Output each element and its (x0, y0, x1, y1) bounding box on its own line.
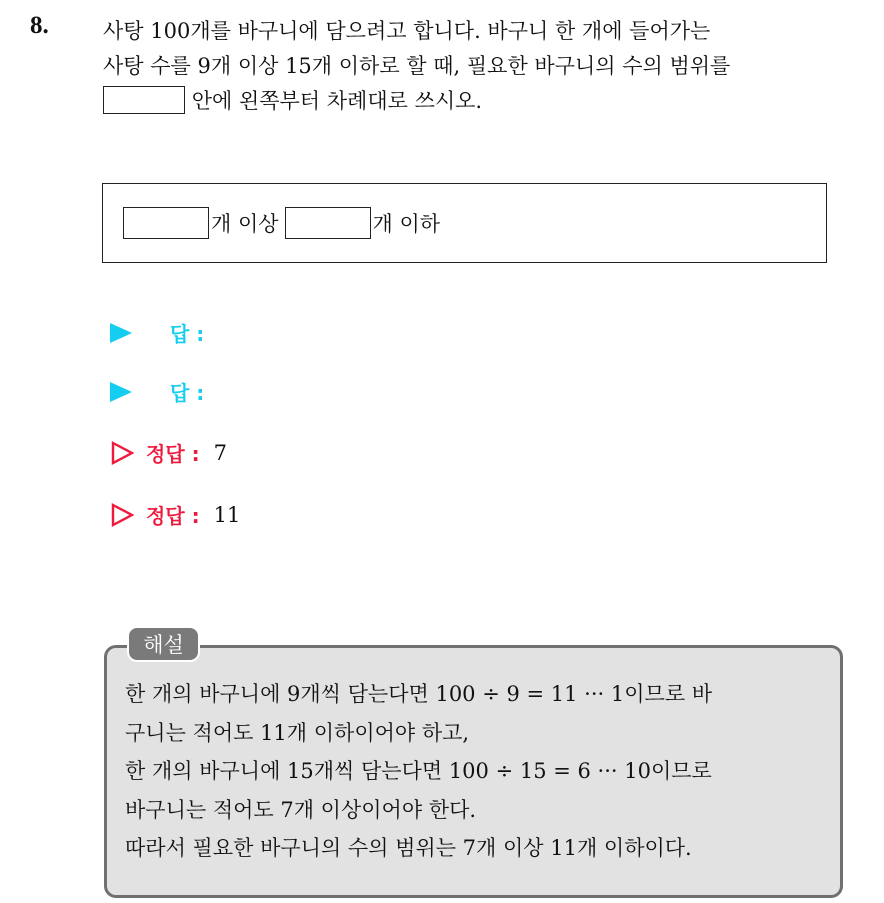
explanation-line: 바구니는 적어도 7개 이상이어야 한다. (125, 797, 477, 822)
explanation-text (125, 675, 835, 868)
explanation-title: 해설 (127, 626, 200, 662)
answer-row-1[interactable] (110, 318, 204, 347)
question-number: 8. (30, 12, 49, 39)
solution-row-2 (110, 500, 240, 529)
question-text (103, 14, 873, 119)
answer-label-min: 개 이상 (211, 212, 279, 236)
outline-triangle-icon (110, 441, 134, 465)
question-line-1: 사탕 100개를 바구니에 담으려고 합니다. 바구니 한 개에 들어가는 (103, 19, 711, 43)
answer-template-frame (102, 183, 827, 263)
solution-row-1 (110, 438, 227, 467)
explanation-line: 한 개의 바구니에 15개씩 담는다면 100 ÷ 15 = 6 ··· 10이므로 (125, 759, 712, 783)
question-line-3-text: 안에 왼쪽부터 차례대로 쓰시오. (191, 89, 483, 113)
outline-triangle-icon (110, 503, 134, 527)
play-triangle-icon (110, 382, 132, 402)
solution-value: 11 (213, 502, 241, 527)
answer-label-max: 개 이하 (372, 212, 441, 236)
question-line-3 (103, 84, 873, 119)
inline-blank-box (103, 86, 185, 114)
question-line-2: 사탕 수를 9개 이상 15개 이하로 할 때, 필요한 바구니의 수의 범위를 (103, 54, 731, 78)
solution-label: 정답 : (146, 504, 200, 528)
answer-label: 답 : (170, 322, 205, 346)
answer-blank-max[interactable] (285, 207, 371, 239)
explanation-line: 한 개의 바구니에 9개씩 담는다면 100 ÷ 9 = 11 ··· 1이므로 바 (125, 682, 713, 706)
answer-row-2[interactable] (110, 377, 204, 406)
explanation-line: 따라서 필요한 바구니의 수의 범위는 7개 이상 11개 이하이다. (125, 836, 692, 860)
play-triangle-icon (110, 323, 132, 343)
solution-label: 정답 : (146, 442, 200, 466)
solution-value: 7 (213, 440, 227, 465)
explanation-line: 구니는 적어도 11개 이하이어야 하고, (125, 720, 470, 745)
answer-blank-min[interactable] (123, 207, 209, 239)
answer-label: 답 : (170, 381, 205, 405)
